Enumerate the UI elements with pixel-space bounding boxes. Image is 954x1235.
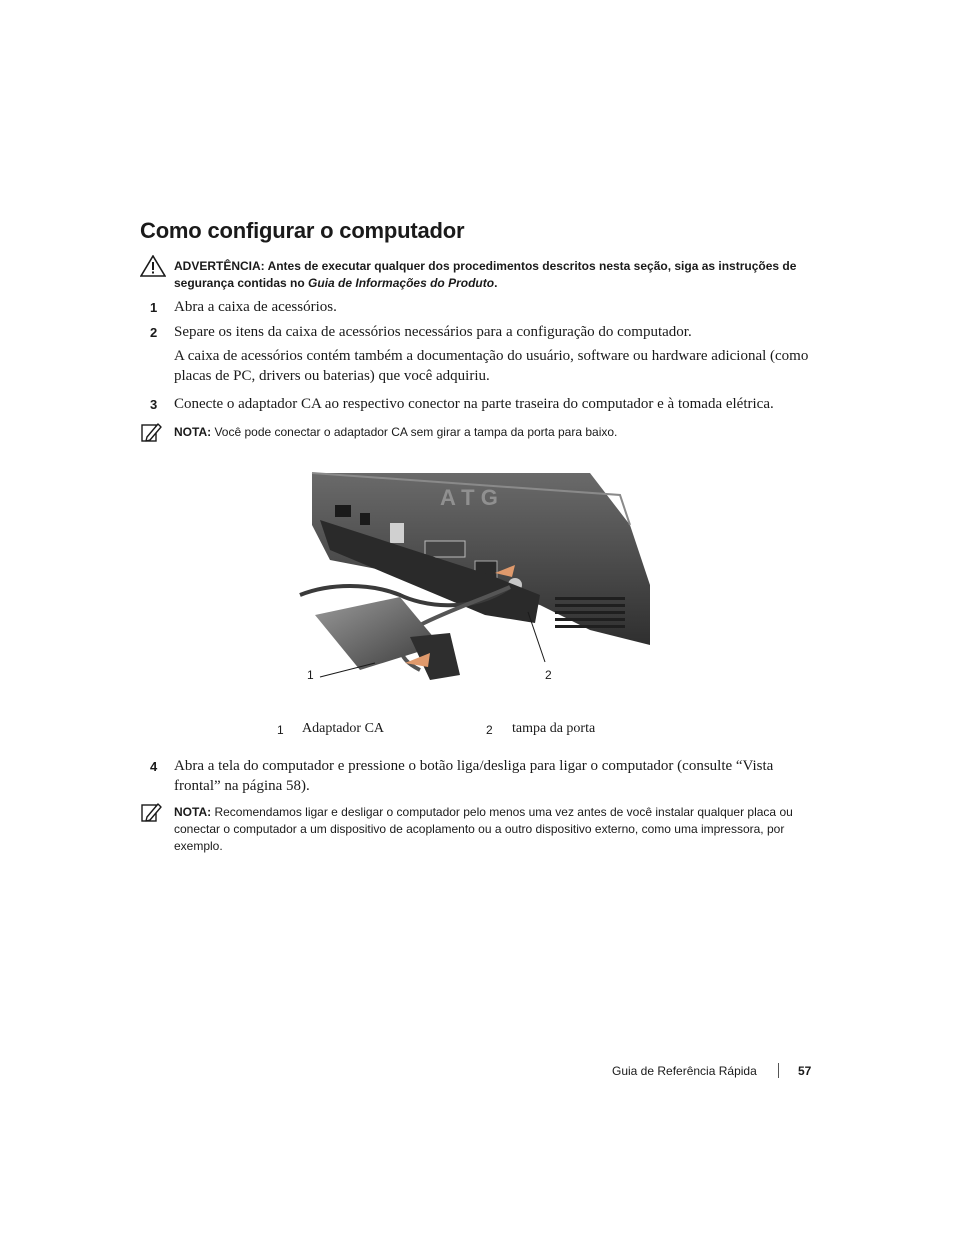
legend-label: tampa da porta <box>512 721 596 736</box>
laptop-ac-adapter-photo <box>290 465 650 695</box>
step-number: 4 <box>150 759 158 774</box>
warning-text <box>174 258 814 292</box>
warning-body: Antes de executar qualquer dos procedimentos descritos nesta seção, siga as instruções de segurança contidas no <box>174 259 797 290</box>
step-extra-paragraph: A caixa de acessórios contém também a documentação do usuário, software ou hardware adicional (como placas de PC, drivers ou baterias) que você adquiriu. <box>174 348 809 384</box>
note-label: NOTA: <box>174 805 212 819</box>
callout-number: 1 <box>307 668 314 682</box>
legend-label: Adaptador CA <box>302 721 385 736</box>
step-text: Abra a tela do computador e pressione o botão liga/desliga para ligar o computador (consulte “Vista frontal” na página 58). <box>174 758 774 794</box>
footer-guide-title: Guia de Referência Rápida <box>612 1064 757 1078</box>
step-text: Conecte o adaptador CA ao respectivo conector na parte traseira do computador e à tomada elétrica. <box>174 396 774 412</box>
note-body: Recomendamos ligar e desligar o computador pelo menos uma vez antes de você instalar qualquer placa ou conectar o computador a um dispositivo de acoplamento ou a outro dispositivo externo, como uma impressora, por exemplo. <box>174 805 793 853</box>
legend-number: 2 <box>486 723 493 737</box>
note-pencil-icon <box>140 421 162 443</box>
step-number: 3 <box>150 397 158 412</box>
note-body: Você pode conectar o adaptador CA sem girar a tampa da porta para baixo. <box>214 425 618 439</box>
svg-text:A T G: A T G <box>440 485 498 510</box>
page-title: Como configurar o computador <box>140 218 465 243</box>
note-label: NOTA: <box>174 425 212 439</box>
warning-triangle-icon <box>140 255 166 277</box>
step-text: Separe os itens da caixa de acessórios necessários para a configuração do computador. <box>174 324 692 340</box>
step-text: Abra a caixa de acessórios. <box>174 299 337 315</box>
step-number: 1 <box>150 300 158 315</box>
warning-end: . <box>494 276 498 290</box>
page-number: 57 <box>798 1064 812 1078</box>
note-text <box>174 424 814 441</box>
footer-divider <box>778 1063 779 1078</box>
step-number: 2 <box>150 325 158 340</box>
ac-adapter-illustration <box>290 465 650 695</box>
callout-number: 2 <box>545 668 552 682</box>
legend-number: 1 <box>277 723 284 737</box>
note-text <box>174 804 814 855</box>
warning-label: ADVERTÊNCIA: <box>174 259 265 273</box>
note-pencil-icon <box>140 801 162 823</box>
product-info-guide-title: Guia de Informações do Produto <box>308 276 495 290</box>
